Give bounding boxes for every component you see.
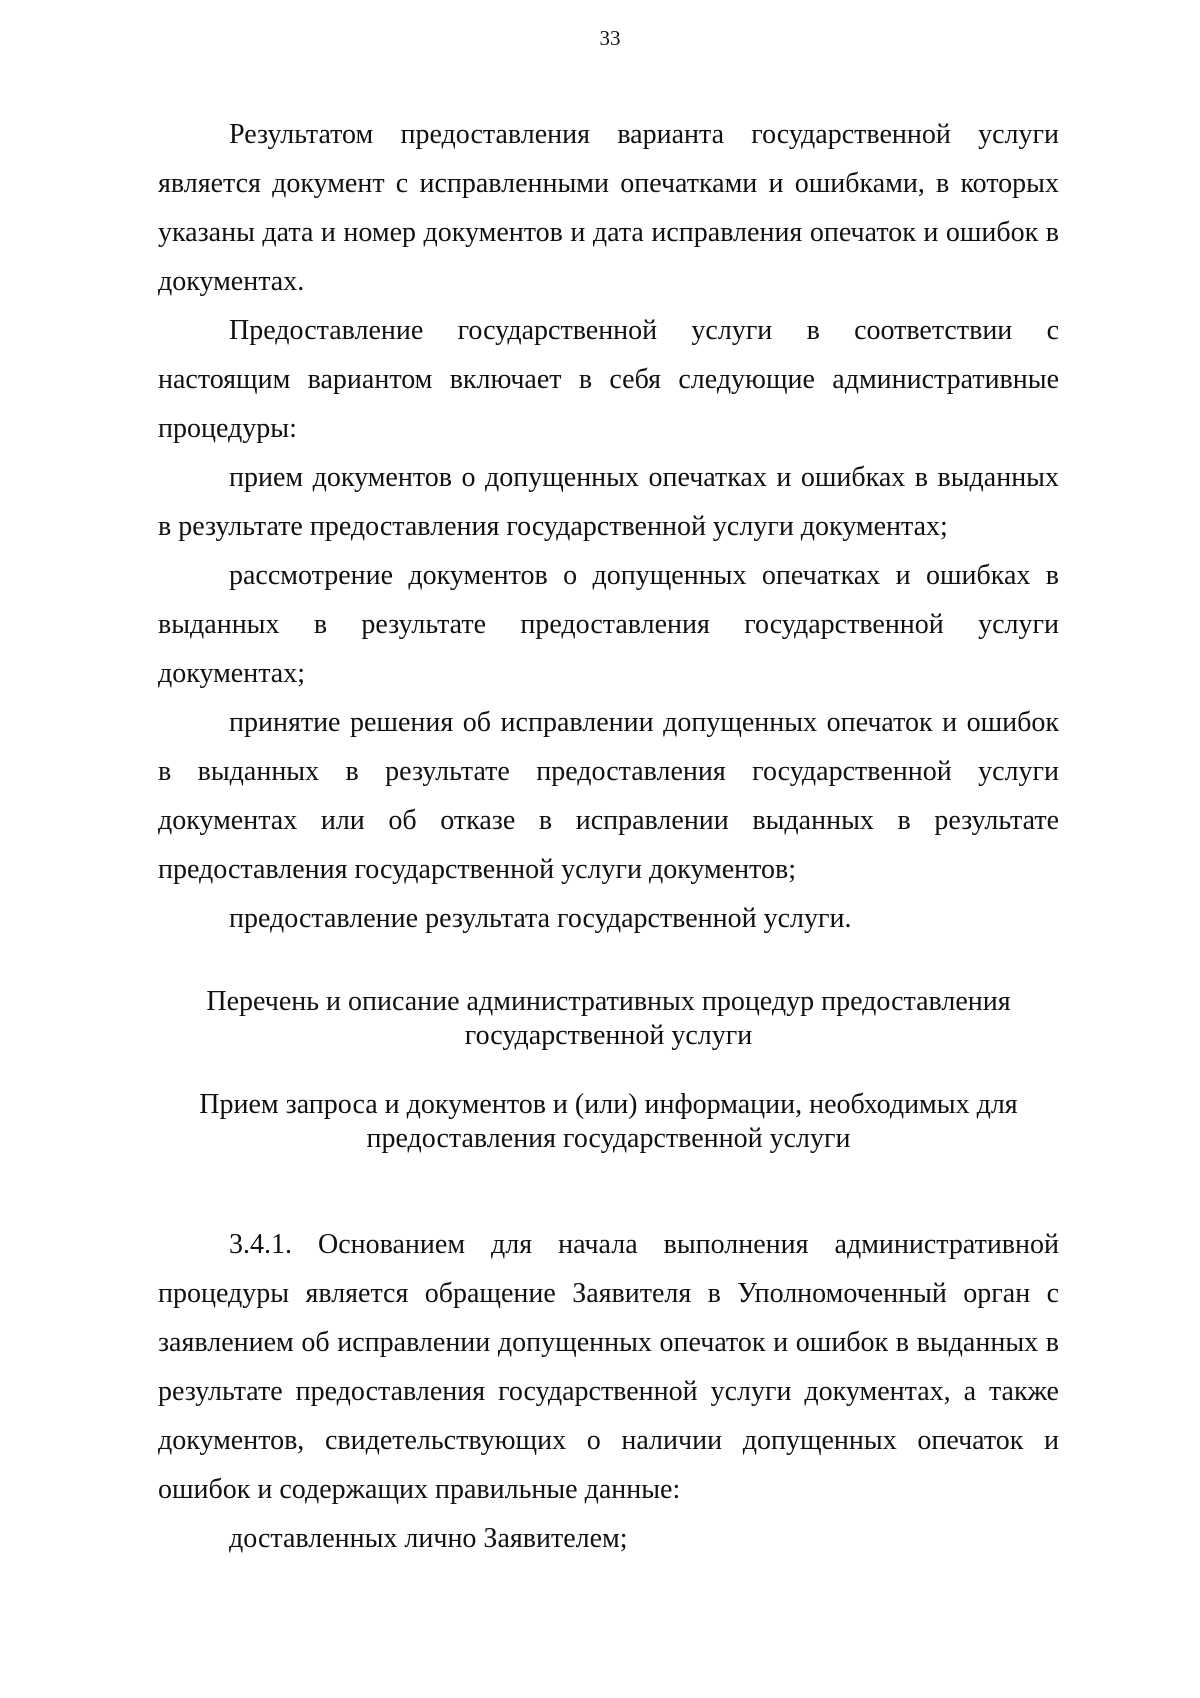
paragraph-3-4-1: 3.4.1. Основанием для начала выполнения административной процедуры является обращение Заявителя в Уполномоченный орган с заявлением об исправлении допущенных опечаток и ошибок в выданных в результате предоставления государственной услуги документах, а также документов, свидетельствующих о наличии допущенных опечаток и ошибок и содержащих правильные данные:	[158, 1229, 1059, 1505]
body-text-section-1	[158, 110, 1059, 943]
paragraph-procedure-review: рассмотрение документов о допущенных опечатках и ошибках в выданных в результате предоставления государственной услуги документах;	[158, 560, 1059, 689]
paragraph-procedure-reception: прием документов о допущенных опечатках и ошибках в выданных в результате предоставления государственной услуги документах;	[158, 462, 1059, 542]
paragraph-procedures-intro: Предоставление государственной услуги в соответствии с настоящим вариантом включает в себя следующие административные процедуры:	[158, 315, 1059, 444]
section-headings	[158, 985, 1059, 1156]
paragraph-result: Результатом предоставления варианта государственной услуги является документ с исправленными опечатками и ошибками, в которых указаны дата и номер документов и дата исправления опечаток и ошибок в документах.	[158, 119, 1059, 297]
body-text-section-2	[158, 1220, 1059, 1563]
paragraph-delivered-personally: доставленных лично Заявителем;	[229, 1523, 628, 1554]
paragraph-procedure-provision: предоставление результата государственной услуги.	[229, 903, 852, 934]
heading-procedures-list: Перечень и описание административных процедур предоставления государственной услуги	[206, 986, 1011, 1051]
page-number: 33	[599, 26, 621, 50]
paragraph-procedure-decision: принятие решения об исправлении допущенных опечаток и ошибок в выданных в результате предоставления государственной услуги документах или об отказе в исправлении выданных в результате предоставления государственной услуги документов;	[158, 707, 1059, 885]
heading-reception: Прием запроса и документов и (или) информации, необходимых для предоставления государственной услуги	[199, 1089, 1018, 1154]
